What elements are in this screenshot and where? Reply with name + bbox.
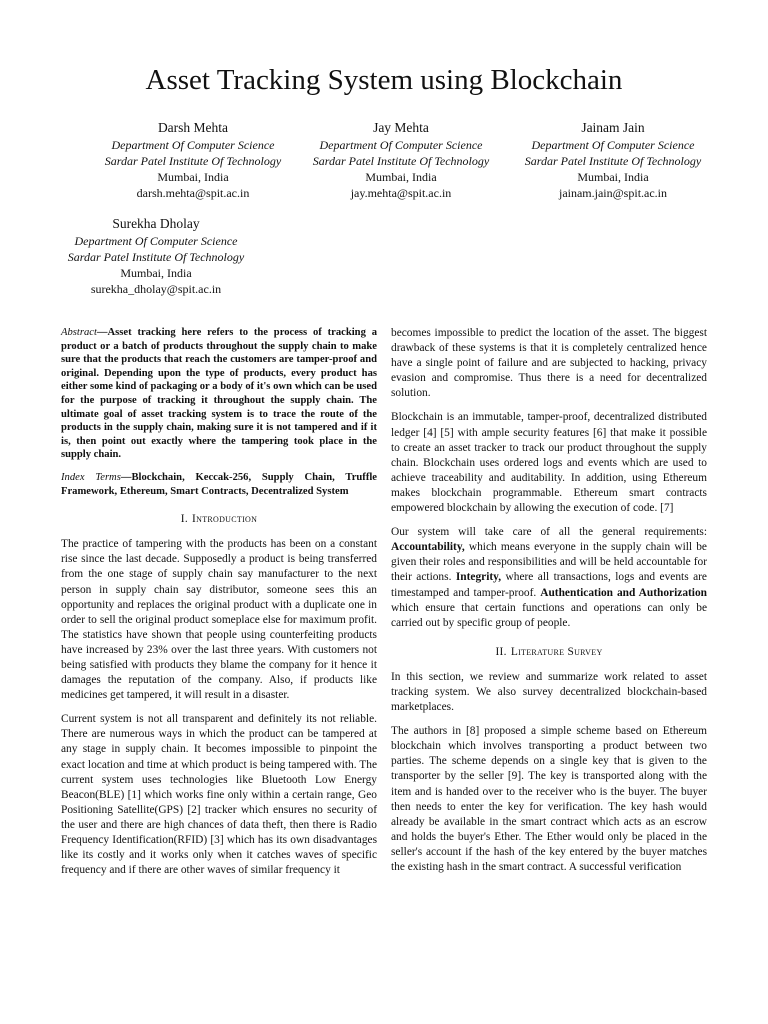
paragraph: Blockchain is an immutable, tamper-proof, decentralized distributed ledger [4] [5] with ample security features [6] that make it possible to create an asset tracker to track our product throughout the supply chain. Blockchain uses ordered logs and events which are used to achieve traceability and auditability. In addition, using Ethereum makes blockchain programmable. Ethereum smart contracts empowered blockchain by allowing the execution of code. [7] <box>391 411 707 515</box>
paragraph: In this section, we review and summarize work related to asset tracking system. We also survey decentralized blockchain-based marketplaces. <box>391 670 707 714</box>
section-title: Introduction <box>192 513 258 526</box>
author-dept: Department Of Computer Science <box>319 138 483 152</box>
abstract-lead: Abstract <box>61 327 97 338</box>
author-email[interactable]: darsh.mehta@spit.ac.in <box>136 186 250 200</box>
bold-term: Accountability, <box>391 541 465 554</box>
author-name: Jainam Jain <box>581 120 645 135</box>
author-email[interactable]: jay.mehta@spit.ac.in <box>350 186 452 200</box>
paragraph: Current system is not all transparent and definitely its not reliable. There are numerous ways in which the product can be tampered at any stage in supply chain. It becomes impossible to pinpoint the exact location and time at which product is being tampered with. The current system uses technologies like Bluetooth Low Energy Beacon(BLE) [1] which works fine only within a certain range, Geo Positioning Satellite(GPS) [2] tracker which ensures no security of the user and there are high chances of data theft, then there is Radio Frequency Identification(RFID) [3] which has its own disadvantages like its costly and it works only when it catches waves of specific frequency and if there are other waves of similar frequency it <box>61 713 377 877</box>
text-run: which means everyone in the supply chain will be given their roles and responsibilities and will be held accountable for their actions. <box>391 541 707 584</box>
left-column <box>61 326 377 887</box>
author-institution: Sardar Patel Institute Of Technology <box>67 250 245 264</box>
index-terms-lead: Index Terms <box>61 471 121 483</box>
paragraph: The authors in [8] proposed a simple scheme based on Ethereum blockchain which involves transporting a product between two parties. The scheme depends on a single key that is given to the transporter by the seller [9]. The key is transported along with the item and is handed over to the receiver who is the buyer. The buyer then needs to enter the key for verification. The key hash would already be available in the smart contract which acts as an escrow and holds the buyer's Ether. The Ether would only be placed in the seller's account if the hash of the key entered by the buyer matches the existing hash in the smart contract. A successful verification <box>391 725 707 873</box>
right-column <box>391 326 707 884</box>
paragraph: The practice of tampering with the products has been on a constant rise since the last decade. Supposedly a product is being transferred from the one stage of supply chain say manufacturer to the next person in supply chain say distributor, someone sees this an opportunity and replaces the original product with a duplicate one in order to sell the original product someplace else for maximum profit. The statistics have shown that people using counterfeiting products have increased by 23% over the last three years. With customers not being satisfied with products they blame the company for it hence it damages the reputation of the company. Also, if products like medicines get tampered, it will result in a disaster. <box>61 538 377 702</box>
author-dept: Department Of Computer Science <box>111 138 275 152</box>
author-email[interactable]: jainam.jain@spit.ac.in <box>558 186 668 200</box>
paper-title: Asset Tracking System using Blockchain <box>145 64 623 96</box>
paragraph <box>391 525 707 631</box>
author-block <box>41 215 271 297</box>
bold-term: Authentication and Authorization <box>540 586 707 599</box>
author-block <box>286 119 516 201</box>
index-terms <box>61 471 377 498</box>
author-dept: Department Of Computer Science <box>531 138 695 152</box>
paragraph: becomes impossible to predict the location of the asset. The biggest drawback of these systems is that it is completely centralized hence have a single point of failure and are subjected to hacking, privacy evasion and compromise. Thus there is a need for decentralized solution. <box>391 327 707 400</box>
section-heading <box>61 512 377 527</box>
author-email[interactable]: surekha_dholay@spit.ac.in <box>90 282 222 296</box>
index-terms-text: —Blockchain, Keccak-256, Supply Chain, Truffle Framework, Ethereum, Smart Contracts, Decentralized System <box>61 471 377 497</box>
author-institution: Sardar Patel Institute Of Technology <box>312 154 490 168</box>
author-institution: Sardar Patel Institute Of Technology <box>104 154 282 168</box>
section-number: I. <box>180 513 189 526</box>
author-block <box>78 119 308 201</box>
author-city: Mumbai, India <box>157 170 229 184</box>
text-run: which ensure that certain functions and operations can only be carried out by specific group of people. <box>391 601 707 629</box>
author-name: Surekha Dholay <box>112 216 200 231</box>
author-city: Mumbai, India <box>120 266 192 280</box>
author-city: Mumbai, India <box>577 170 649 184</box>
author-block <box>498 119 728 201</box>
text-run: Our system will take care of all the general requirements: <box>391 526 707 539</box>
abstract <box>61 326 377 462</box>
abstract-text: —Asset tracking here refers to the process of tracking a product or a batch of products throughout the supply chain to make sure that the products that reach the customers are tamper-proof and original. Depending upon the type of products, every product has either some kind of packaging or a body of it's own which can be used for the purpose of tracking it throughout the supply chain. The ultimate goal of asset tracking system is to trace the route of the products in the supply chain, making sure it is not tampered and if it is, then point out exactly where the tampering took place in the supply chain. <box>61 327 377 461</box>
text-run: where all transactions, logs and events are timestamped and tamper-proof. <box>391 571 707 599</box>
author-institution: Sardar Patel Institute Of Technology <box>524 154 702 168</box>
author-name: Jay Mehta <box>373 120 429 135</box>
section-heading <box>391 645 707 660</box>
section-number: II. <box>495 645 507 658</box>
author-name: Darsh Mehta <box>157 120 229 135</box>
author-city: Mumbai, India <box>365 170 437 184</box>
bold-term: Integrity, <box>455 571 502 584</box>
author-dept: Department Of Computer Science <box>74 234 238 248</box>
section-title: Literature Survey <box>510 645 603 658</box>
